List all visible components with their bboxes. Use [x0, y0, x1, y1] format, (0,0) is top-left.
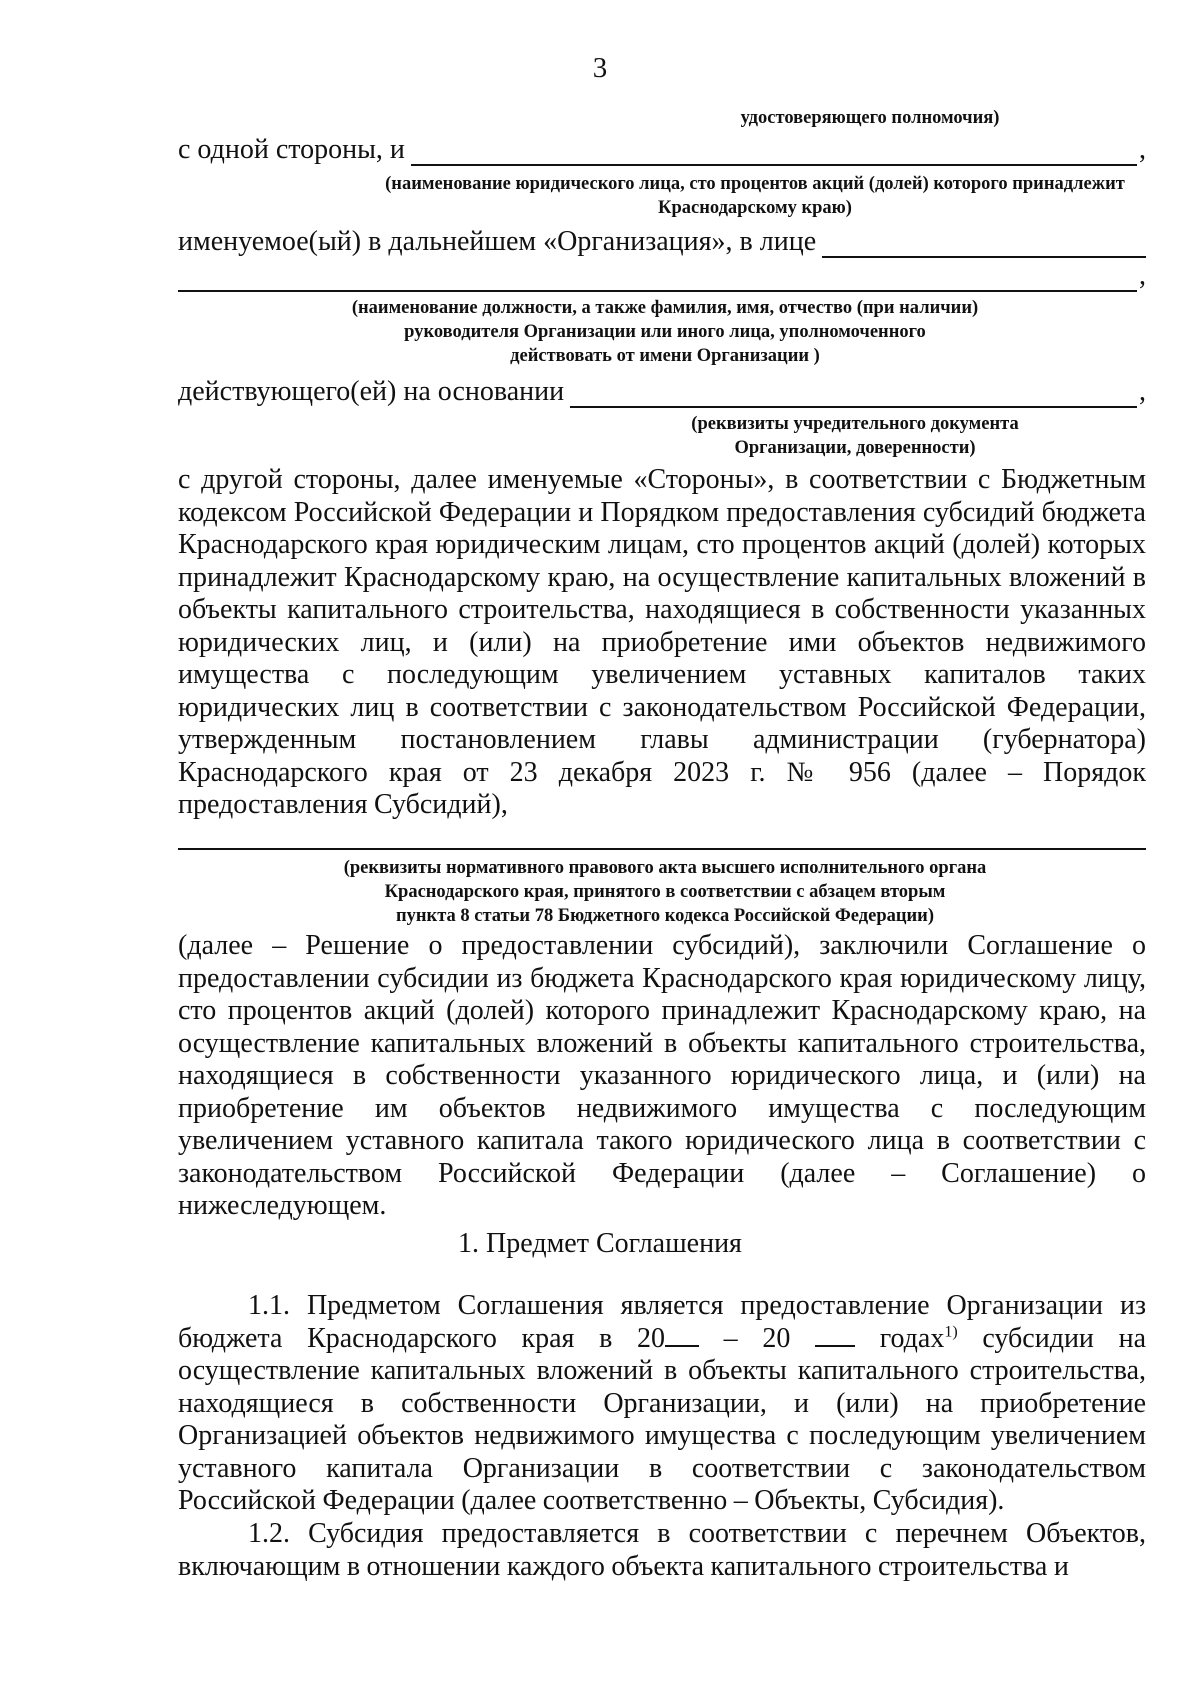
- caption-founding-line: (реквизиты учредительного документа: [691, 414, 1019, 434]
- row-blank-line-comma: ,: [1139, 260, 1146, 291]
- caption-authority: удостоверяющего полномочия): [740, 108, 1000, 128]
- caption-normative: [230, 856, 1100, 928]
- row-acting-label: действующего(ей) на основании: [178, 376, 565, 407]
- caption-normative-line: (реквизиты нормативного правового акта высшего исполнительного органа: [343, 858, 987, 878]
- org-name-blank[interactable]: [411, 140, 1137, 166]
- clause-1-2: 1.2. Субсидия предоставляется в соответствии с перечнем Объектов, включающим в отношении каждого объекта капитального строительства и: [178, 1518, 1146, 1582]
- caption-head: [230, 296, 1100, 368]
- row-one-side-label: с одной стороны, и: [178, 134, 405, 165]
- section-heading: 1. Предмет Соглашения: [458, 1228, 742, 1259]
- year-end-blank[interactable]: [815, 1323, 855, 1347]
- caption-normative-line: пункта 8 статьи 78 Бюджетного кодекса Российской Федерации): [395, 906, 935, 926]
- paragraph-concluded: (далее – Решение о предоставлении субсидий), заключили Соглашение о предоставлении субсидии из бюджета Краснодарского края юридическому лицу, сто процентов акций (долей) которого принадлежит Краснодарскому краю, на осуществление капитальных вложений в объекты капитального строительства, находящиеся в собственности указанного юридического лица, и (или) на приобретение им объектов недвижимого имущества с последующим увеличением уставного капитала такого юридического лица в соответствии с законодательством Российской Федерации (далее – Соглашение) о нижеследующем.: [178, 930, 1146, 1221]
- row-acting-comma: ,: [1139, 376, 1146, 407]
- row-acting: [178, 376, 1146, 408]
- caption-head-line: (наименование должности, а также фамилия, имя, отчество (при наличии): [351, 298, 979, 318]
- caption-normative-line: Краснодарского края, принятого в соответствии с абзацем вторым: [384, 882, 946, 902]
- row-named: [178, 226, 1146, 258]
- row-one-side-comma: ,: [1139, 134, 1146, 165]
- caption-founding-line: Организации, доверенности): [734, 438, 976, 458]
- paragraph-other-side: с другой стороны, далее именуемые «Стороны», в соответствии с Бюджетным кодексом Российской Федерации и Порядком предоставления субсидий бюджета Краснодарского края юридическим лицам, сто процентов акций (долей) которых принадлежит Краснодарскому краю, на осуществление капитальных вложений в объекты капитального строительства, находящиеся в собственности указанных юридических лиц, и (или) на приобретение ими объектов недвижимого имущества с последующим увеличением уставных капиталов таких юридических лиц в соответствии с законодательством Российской Федерации, утвержденным постановлением главы администрации (губернатора) Краснодарского края от 23 декабря 2023 г. № 956 (далее – Порядок предоставления Субсидий),: [178, 464, 1146, 820]
- caption-org-name: (наименование юридического лица, сто процентов акций (долей) которого принадлежит Краснодарскому краю): [385, 174, 1125, 218]
- clause-1-1-part1: 1.1. Предметом Соглашения является предоставление Организации из бюджета Краснодарского края в 20: [178, 1290, 1146, 1354]
- clause-1-1-part3: годах: [855, 1322, 945, 1354]
- caption-head-line: действовать от имени Организации ): [510, 346, 820, 366]
- founding-document-blank[interactable]: [570, 382, 1137, 408]
- row-one-side: [178, 134, 1146, 166]
- clause-1-1-part4: субсидии на осуществление капитальных вложений в объекты капитального строительства, находящиеся в собственности Организации, и (или) на приобретение Организацией объектов недвижимого имущества с последующим увеличением уставного капитала Организации в соответствии с законодательством Российской Федерации (далее соответственно – Объекты, Субсидия).: [178, 1322, 1146, 1516]
- normative-act-blank[interactable]: [178, 848, 1146, 850]
- caption-founding: [620, 412, 1090, 460]
- caption-head-line: руководителя Организации или иного лица, уполномоченного: [404, 322, 926, 342]
- representative-blank-continued[interactable]: [178, 266, 1137, 292]
- row-named-label: именуемое(ый) в дальнейшем «Организация», в лице: [178, 226, 817, 257]
- year-start-blank[interactable]: [665, 1323, 699, 1347]
- footnote-marker: 1): [944, 1323, 958, 1341]
- row-blank-line: [178, 260, 1146, 292]
- clause-1-1-part2: – 20: [699, 1322, 816, 1354]
- clause-1-1: [178, 1290, 1146, 1518]
- representative-blank[interactable]: [822, 232, 1146, 258]
- page-number: 3: [592, 52, 608, 84]
